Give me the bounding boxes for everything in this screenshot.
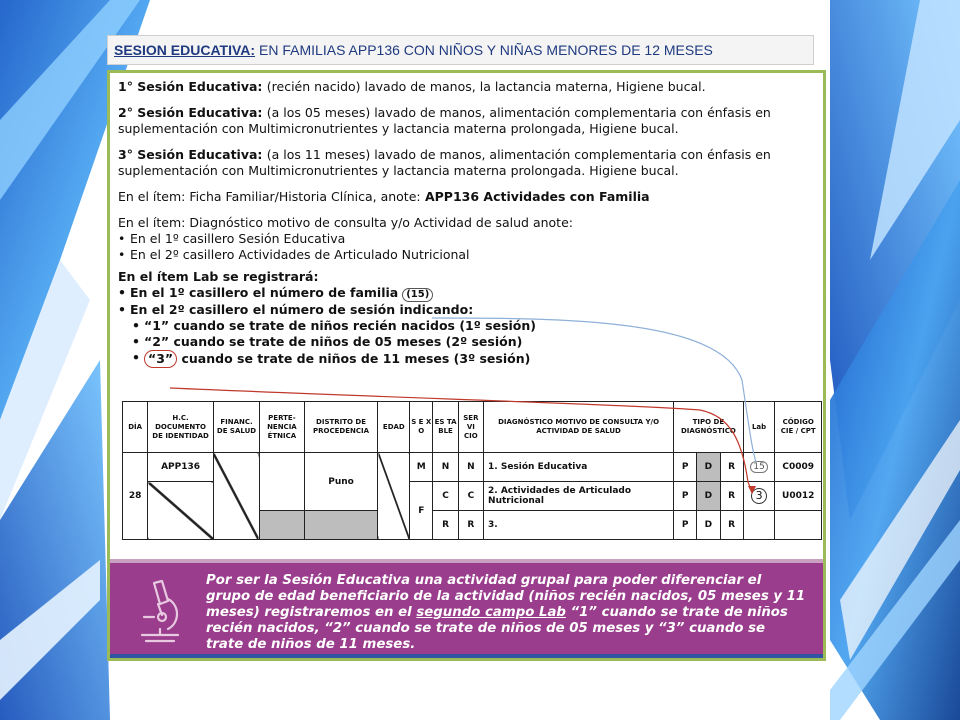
session-3-line: [118, 147, 818, 179]
diag-item-1: • En el 1º casillero Sesión Educativa: [118, 231, 818, 247]
cell-lab: [743, 482, 775, 511]
microscope-icon: [132, 577, 186, 643]
cell-sexo-f: F: [410, 482, 433, 540]
lab-block: [118, 269, 818, 368]
cell-edad: [378, 453, 410, 540]
header-estable: ES TA BLE: [433, 402, 458, 453]
lab-item-2: • En el 2º casillero el número de sesión indicando:: [118, 302, 818, 318]
cell-hc: APP136: [148, 453, 213, 482]
cell-diagnostico: 1. Sesión Educativa: [484, 453, 674, 482]
table-row: [123, 453, 822, 482]
cell-dia: 28: [123, 453, 148, 540]
lab-intro: En el ítem Lab se registrará:: [118, 269, 319, 284]
diag-intro: En el ítem: Diagnóstico motivo de consulta y/o Actividad de salud anote:: [118, 215, 573, 230]
cell-servicio: N: [458, 453, 483, 482]
ficha-value: APP136 Actividades con Familia: [424, 189, 650, 204]
header-pertenencia: PERTE-NENCIA ÉTNICA: [260, 402, 304, 453]
lab-option-3-num: “3”: [144, 350, 177, 368]
cell-sexo-m: M: [410, 453, 433, 482]
cell-servicio: C: [458, 482, 483, 511]
cell-distrito: Puno: [304, 453, 378, 511]
cell-estable: C: [433, 482, 458, 511]
lab-option-1: [132, 318, 818, 334]
cell-financ: [213, 453, 259, 540]
header-diagnostico: DIAGNÓSTICO MOTIVO DE CONSULTA Y/O ACTIVIDAD DE SALUD: [484, 402, 674, 453]
lab-item-1: [118, 285, 818, 302]
note-text-part-1: Por ser la Sesión Educativa una actividad grupal para poder diferenciar el grupo de edad beneficiario de la actividad (niños recién nacidos, 05 meses y 11 meses) registraremos en el: [206, 573, 806, 620]
cell-diagnostico: 3.: [484, 511, 674, 540]
cell-servicio: R: [458, 511, 483, 540]
cell-estable: N: [433, 453, 458, 482]
cell-hc-empty: [148, 482, 213, 540]
his-register-table: [122, 401, 822, 540]
note-text: [206, 573, 806, 653]
title-label: SESION EDUCATIVA:: [114, 42, 256, 58]
document-frame: [107, 70, 826, 661]
header-sexo: S E X O: [410, 402, 433, 453]
header-hc: H.C. DOCUMENTO DE IDENTIDAD: [148, 402, 213, 453]
cell-tipo-p: P: [674, 511, 697, 540]
lab-value-3: 3: [751, 488, 767, 504]
cell-tipo-p: P: [674, 482, 697, 511]
lab-option-2-num: “2”: [144, 334, 170, 349]
lab-value-15: 15: [750, 461, 767, 473]
cell-tipo-p: P: [674, 453, 697, 482]
cell-diagnostico: 2. Actividades de Articulado Nutricional: [484, 482, 674, 511]
cell-tipo-r: R: [720, 482, 743, 511]
cell-tipo-r: R: [720, 511, 743, 540]
cell-estable: R: [433, 511, 458, 540]
session-1-text: (recién nacido) lavado de manos, la lactancia materna, Higiene bucal.: [266, 79, 706, 94]
lab-option-2-text: cuando se trate de niños de 05 meses (2º sesión): [173, 334, 523, 349]
session-1-heading: 1° Sesión Educativa:: [118, 79, 263, 94]
cell-codigo: [775, 511, 822, 540]
header-codigo: CÓDIGO CIE / CPT: [775, 402, 822, 453]
session-2-line: [118, 105, 818, 137]
lab-item-1-text: En el 1º casillero el número de familia: [130, 285, 399, 300]
note-callout: [110, 559, 823, 655]
cell-pertenencia: [260, 453, 304, 511]
session-2-text: (a los 05 meses) lavado de manos, alimentación complementaria con énfasis en suplementación con Multimicronutrientes y lactancia materna prolongada, Higiene bucal.: [118, 105, 771, 136]
diag-block: [118, 215, 818, 263]
cell-codigo: C0009: [775, 453, 822, 482]
cell-tipo-d: D: [697, 453, 720, 482]
title-text: EN FAMILIAS APP136 CON NIÑOS Y NIÑAS MENORES DE 12 MESES: [259, 42, 713, 58]
cell-pertenencia-gray: [260, 511, 304, 540]
header-edad: EDAD: [378, 402, 410, 453]
note-highlight: segundo campo Lab: [416, 605, 566, 620]
session-3-heading: 3° Sesión Educativa:: [118, 147, 263, 162]
family-number-badge: (15): [402, 288, 433, 302]
header-financ: FINANC. DE SALUD: [213, 402, 259, 453]
diag-item-2: • En el 2º casillero Actividades de Articulado Nutricional: [118, 247, 818, 263]
frame-bottom-line: [110, 654, 823, 658]
lab-option-1-text: cuando se trate de niños recién nacidos (1º sesión): [173, 318, 536, 333]
lab-option-3-text: cuando se trate de niños de 11 meses (3º sesión): [181, 351, 531, 366]
slide-title: [107, 35, 814, 65]
header-distrito: DISTRITO DE PROCEDENCIA: [304, 402, 378, 453]
ficha-line: [118, 189, 818, 205]
table-header-row: [123, 402, 822, 453]
session-2-heading: 2° Sesión Educativa:: [118, 105, 263, 120]
header-lab: Lab: [743, 402, 775, 453]
header-servicio: SER VI CIO: [458, 402, 483, 453]
session-3-text: (a los 11 meses) lavado de manos, alimentación complementaria con énfasis en suplementación con Multimicronutrientes y lactancia materna prolongada. Higiene bucal.: [118, 147, 771, 178]
note-text-part-2: “1” cuando se trate de niños recién nacidos, “2” cuando se trate de niños de 05 meses y “3” cuando se trate de niños de 11 meses.: [206, 605, 788, 652]
header-dia: DÍA: [123, 402, 148, 453]
cell-distrito-gray: [304, 511, 378, 540]
cell-lab: [743, 511, 775, 540]
cell-tipo-d: D: [697, 482, 720, 511]
lab-option-2: [132, 334, 818, 350]
cell-tipo-r: R: [720, 453, 743, 482]
cell-codigo: U0012: [775, 482, 822, 511]
cell-lab: [743, 453, 775, 482]
cell-tipo-d: D: [697, 511, 720, 540]
instructions-block: [118, 79, 818, 368]
header-tipo: TIPO DE DIAGNÓSTICO: [674, 402, 744, 453]
ficha-prefix: En el ítem: Ficha Familiar/Historia Clínica, anote:: [118, 189, 421, 204]
session-1-line: [118, 79, 818, 95]
lab-option-3: [132, 350, 818, 368]
lab-option-1-num: “1”: [144, 318, 170, 333]
